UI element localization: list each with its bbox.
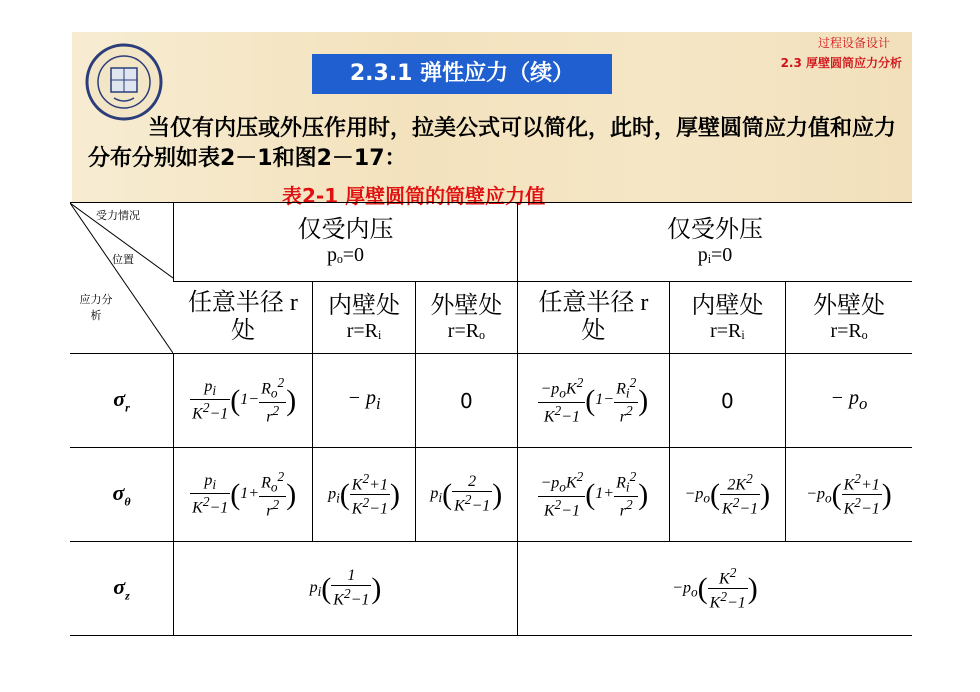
- formula-cell: $-p_o$( $\frac{2K^2}{K^2-1}$ ): [669, 448, 785, 542]
- slide-header: [72, 32, 912, 208]
- column-header: 外壁处 r=Rₒ: [785, 281, 912, 353]
- formula-cell: $-p_o$( $\frac{K^2+1}{K^2-1}$ ): [785, 448, 912, 542]
- corner-stress: 应力分析: [79, 293, 113, 322]
- formula-cell: $p_i$( $\frac{2}{K^2-1}$ ): [415, 448, 517, 542]
- group-condition: pᵢ=0: [697, 244, 733, 267]
- corner-position: 位置: [112, 253, 134, 266]
- table-row: [70, 448, 912, 542]
- formula-cell: $\frac{-p_oK^2}{K^2-1}$ (1+ $\frac{R_i^2}{r^2}$ ): [517, 448, 669, 542]
- course-name: 过程设备设计: [817, 36, 890, 50]
- column-header: 内壁处 r=Rᵢ: [669, 281, 785, 353]
- table-caption: 表2-1 厚壁圆筒的筒壁应力值: [282, 184, 546, 208]
- formula-cell: $p_i$( $\frac{K^2+1}{K^2-1}$ ): [313, 448, 415, 542]
- group-label: 仅受外压: [666, 217, 763, 244]
- row-symbol-sigma-z: $\sigma_z$: [70, 542, 174, 636]
- column-header: 内壁处 r=Rᵢ: [313, 281, 415, 353]
- section-name: 2.3 厚壁圆筒应力分析: [780, 56, 902, 70]
- intro-paragraph: 当仅有内压或外压作用时，拉美公式可以简化，此时，厚壁圆筒应力值和应力分布分别如表2－1和图2－17：: [88, 116, 897, 171]
- slide: [72, 32, 912, 652]
- group-internal: [174, 203, 518, 282]
- formula-cell: 0: [669, 354, 785, 448]
- row-symbol-sigma-theta: $\sigma_\theta$: [70, 448, 174, 542]
- stress-table: [70, 202, 912, 636]
- table-row: [70, 354, 912, 448]
- formula-cell: $\frac{-p_oK^2}{K^2-1}$ (1− $\frac{R_i^2}{r^2}$ ): [517, 354, 669, 448]
- formula-cell: − $p_o$: [785, 354, 912, 448]
- formula-cell: − $p_i$: [313, 354, 415, 448]
- formula-cell: $\frac{p_i}{K^2-1}$ (1− $\frac{R_o^2}{r^2}$ ): [174, 354, 313, 448]
- formula-cell: $\frac{p_i}{K^2-1}$ (1+ $\frac{R_o^2}{r^2}$ ): [174, 448, 313, 542]
- row-symbol-sigma-r: $\sigma_r$: [70, 354, 174, 448]
- table-row: [70, 542, 912, 636]
- corner-cell: [70, 203, 174, 354]
- formula-cell: 0: [415, 354, 517, 448]
- column-header: 任意半径 r 处: [517, 281, 669, 353]
- group-label: 仅受内压: [297, 217, 394, 244]
- section-title: 2.3.1 弹性应力（续）: [312, 54, 612, 94]
- column-header: 外壁处 r=Rₒ: [415, 281, 517, 353]
- column-header: 任意半径 r 处: [174, 281, 313, 353]
- university-seal-logo: [84, 42, 164, 122]
- formula-cell: $p_i$( $\frac{1}{K^2-1}$ ): [174, 542, 518, 636]
- group-condition: pₒ=0: [326, 244, 364, 267]
- corner-load: 受力情况: [96, 209, 140, 222]
- formula-cell: $-p_o$( $\frac{K^2}{K^2-1}$ ): [517, 542, 912, 636]
- group-external: [517, 203, 912, 282]
